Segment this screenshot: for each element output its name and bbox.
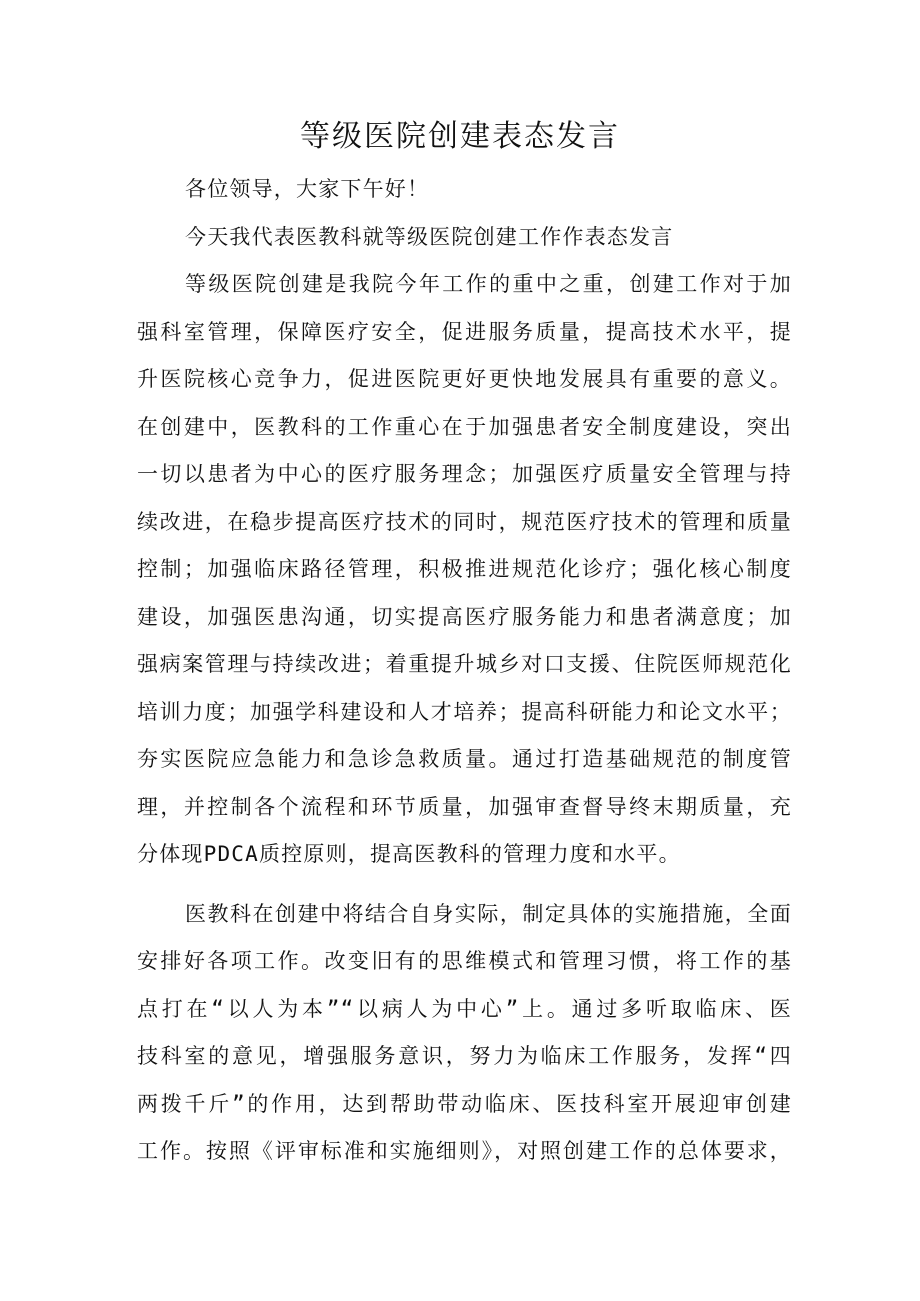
paragraph-line: 续改进，在稳步提高医疗技术的同时，规范医疗技术的管理和质量 bbox=[137, 509, 792, 534]
paragraph-line: 理，并控制各个流程和环节质量，加强审查督导终末期质量，充 bbox=[137, 794, 792, 819]
paragraph-gap bbox=[137, 879, 792, 891]
paragraph-line: 等级医院创建是我院今年工作的重中之重，创建工作对于加 bbox=[185, 272, 792, 296]
paragraph-line: 分体现PDCA质控原则，提高医教科的管理力度和水平。 bbox=[137, 842, 681, 866]
paragraph-line: 建设，加强医患沟通，切实提高医疗服务能力和患者满意度；加 bbox=[137, 604, 792, 629]
paragraph-line: 夯实医院应急能力和急诊急救质量。通过打造基础规范的制度管 bbox=[137, 747, 792, 771]
paragraph-line: 技科室的意见，增强服务意识，努力为临床工作服务，发挥“四 bbox=[137, 1044, 792, 1068]
paragraph-line: 在创建中，医教科的工作重心在于加强患者安全制度建设，突出 bbox=[137, 414, 792, 439]
paragraph-line: 安排好各项工作。改变旧有的思维模式和管理习惯，将工作的基 bbox=[137, 949, 792, 973]
paragraph-line: 控制；加强临床路径管理，积极推进规范化诊疗；强化核心制度 bbox=[137, 557, 792, 581]
paragraph-line: 医教科在创建中将结合自身实际，制定具体的实施措施，全面 bbox=[185, 901, 792, 926]
paragraph-line: 升医院核心竞争力，促进医院更好更快地发展具有重要的意义。 bbox=[137, 367, 792, 391]
paragraph-line: 一切以患者为中心的医疗服务理念；加强医疗质量安全管理与持 bbox=[137, 462, 792, 486]
intro-line: 今天我代表医教科就等级医院创建工作作表态发言 bbox=[185, 224, 674, 249]
paragraph-line: 工作。按照《评审标准和实施细则》，对照创建工作的总体要求， bbox=[137, 1139, 792, 1163]
document-body bbox=[137, 166, 792, 1176]
paragraph-line: 两拨千斤”的作用，达到帮助带动临床、医技科室开展迎审创建 bbox=[137, 1091, 792, 1116]
paragraph-line: 培训力度；加强学科建设和人才培养；提高科研能力和论文水平； bbox=[137, 699, 792, 724]
paragraph-line: 强科室管理，保障医疗安全，促进服务质量，提高技术水平，提 bbox=[137, 319, 792, 344]
greeting-line: 各位领导，大家下午好！ bbox=[185, 177, 430, 201]
paragraph-line: 强病案管理与持续改进；着重提升城乡对口支援、住院医师规范化 bbox=[137, 652, 792, 676]
document-title: 等级医院创建表态发言 bbox=[300, 119, 620, 154]
paragraph-line: 点打在“以人为本”“以病人为中心”上。通过多听取临床、医 bbox=[137, 996, 792, 1021]
